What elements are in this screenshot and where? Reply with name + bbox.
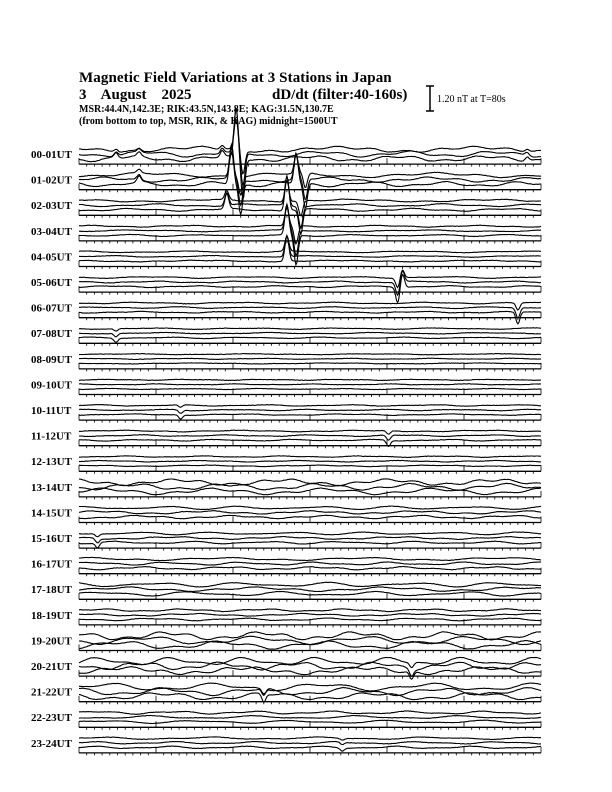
trace-KAG bbox=[79, 582, 541, 587]
trace-KAG bbox=[79, 270, 541, 287]
trace-RIK bbox=[79, 176, 541, 228]
row-label: 14-15UT bbox=[31, 507, 72, 520]
row-label: 02-03UT bbox=[31, 200, 72, 213]
trace-RIK bbox=[79, 358, 541, 359]
row-label: 17-18UT bbox=[31, 584, 72, 597]
row-23-24UT bbox=[31, 737, 541, 756]
row-label: 00-01UT bbox=[31, 149, 72, 161]
row-label: 06-07UT bbox=[31, 302, 72, 315]
chart-filter: dD/dt (filter:40-160s) bbox=[272, 87, 408, 103]
row-label: 11-12UT bbox=[31, 430, 72, 443]
plot-rows bbox=[31, 108, 541, 755]
row-18-19UT bbox=[31, 609, 541, 628]
trace-KAG bbox=[79, 456, 541, 458]
station-order-note: (from bottom to top, MSR, RIK, & KAG) midnight=1500UT bbox=[79, 116, 338, 127]
trace-KAG bbox=[79, 379, 541, 380]
scale-label: 1.20 nT at T=80s bbox=[437, 94, 506, 105]
row-label: 05-06UT bbox=[31, 277, 72, 289]
row-21-22UT bbox=[31, 683, 541, 704]
row-11-12UT bbox=[31, 430, 541, 448]
trace-RIK bbox=[79, 483, 541, 490]
trace-RIK bbox=[79, 460, 541, 462]
row-16-17UT bbox=[31, 557, 541, 576]
trace-KAG bbox=[79, 557, 541, 560]
row-06-07UT bbox=[31, 302, 541, 324]
row-label: 21-22UT bbox=[31, 686, 72, 699]
row-22-23UT bbox=[31, 711, 541, 730]
row-05-06UT bbox=[31, 270, 541, 302]
trace-KAG bbox=[79, 405, 541, 408]
row-label: 03-04UT bbox=[31, 225, 72, 238]
row-13-14UT bbox=[31, 479, 541, 500]
trace-RIK bbox=[79, 511, 541, 514]
trace-KAG bbox=[79, 711, 541, 714]
row-label: 12-13UT bbox=[31, 456, 72, 469]
trace-RIK bbox=[79, 715, 541, 718]
row-19-20UT bbox=[31, 632, 541, 653]
row-label: 10-11UT bbox=[31, 405, 72, 417]
row-12-13UT bbox=[31, 456, 541, 474]
row-label: 22-23UT bbox=[31, 712, 72, 725]
trace-RIK bbox=[79, 741, 541, 744]
row-label: 09-10UT bbox=[31, 379, 72, 392]
trace-RIK bbox=[79, 613, 541, 616]
row-label: 08-09UT bbox=[31, 353, 72, 366]
trace-KAG bbox=[79, 506, 541, 510]
trace-RIK bbox=[79, 332, 541, 337]
trace-KAG bbox=[79, 609, 541, 612]
row-20-21UT bbox=[31, 657, 541, 679]
row-label: 16-17UT bbox=[31, 558, 72, 571]
row-label: 01-02UT bbox=[31, 174, 72, 187]
trace-KAG bbox=[79, 737, 541, 740]
row-label: 19-20UT bbox=[31, 635, 72, 648]
trace-RIK bbox=[79, 587, 541, 592]
row-label: 13-14UT bbox=[31, 481, 72, 494]
row-09-10UT bbox=[31, 379, 541, 397]
trace-RIK bbox=[79, 537, 541, 543]
row-08-09UT bbox=[31, 354, 541, 372]
row-07-08UT bbox=[31, 328, 541, 346]
trace-KAG bbox=[79, 302, 541, 310]
row-label: 20-21UT bbox=[31, 661, 72, 673]
row-14-15UT bbox=[31, 506, 541, 525]
scale-bar bbox=[426, 86, 434, 111]
row-label: 07-08UT bbox=[31, 328, 72, 341]
station-coordinates: MSR:44.4N,142.3E; RIK:43.5N,143.8E; KAG:31.5N,130.7E bbox=[79, 104, 334, 115]
chart-date: 3 August 2025 bbox=[79, 87, 192, 103]
row-17-18UT bbox=[31, 582, 541, 602]
trace-KAG bbox=[79, 430, 541, 434]
row-label: 18-19UT bbox=[31, 609, 72, 622]
row-15-16UT bbox=[31, 532, 541, 551]
trace-RIK bbox=[79, 562, 541, 565]
row-10-11UT bbox=[31, 405, 541, 423]
trace-KAG bbox=[79, 532, 541, 537]
row-label: 04-05UT bbox=[31, 251, 72, 264]
chart-title: Magnetic Field Variations at 3 Stations in Japan bbox=[79, 70, 392, 86]
row-label: 15-16UT bbox=[31, 533, 72, 545]
trace-KAG bbox=[79, 328, 541, 331]
trace-KAG bbox=[79, 354, 541, 355]
row-label: 23-24UT bbox=[31, 737, 72, 750]
trace-RIK bbox=[79, 384, 541, 385]
trace-RIK bbox=[79, 409, 541, 413]
